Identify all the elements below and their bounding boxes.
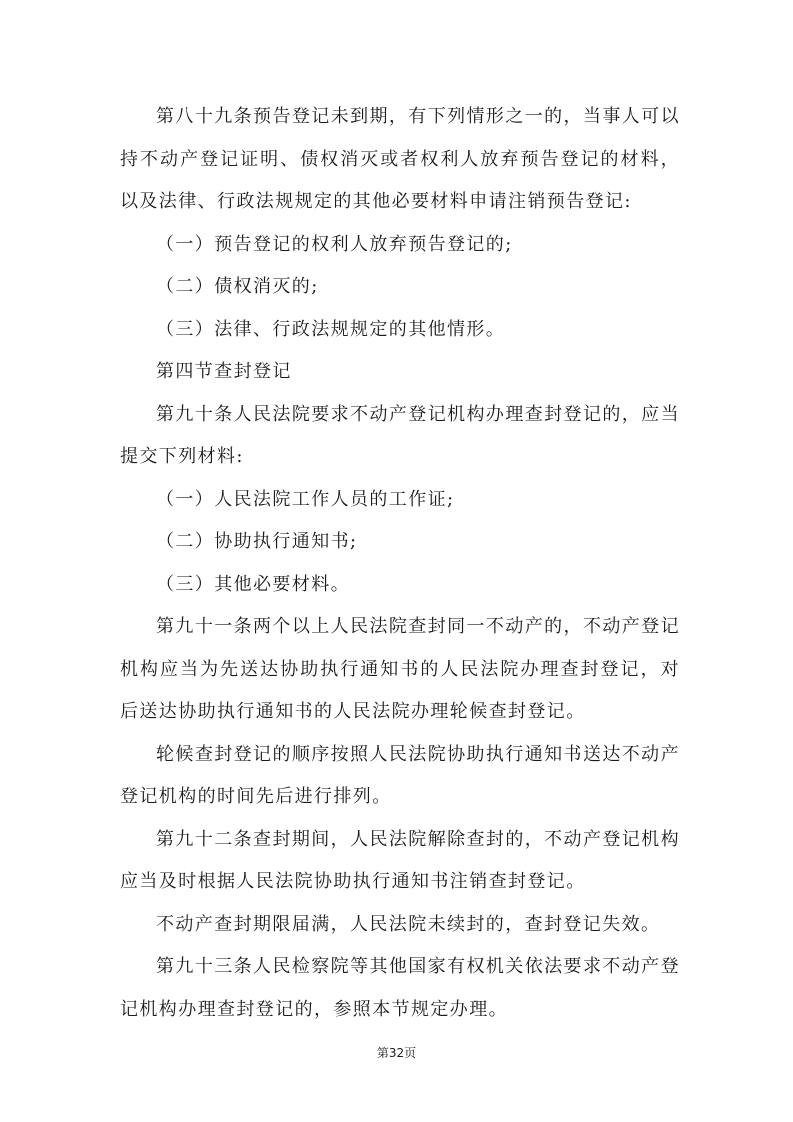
article-89-item-2: （二）债权消灭的; — [156, 276, 319, 297]
article-91-paragraph: 第九十一条两个以上人民法院查封同一不动产的，不动产登记机构应当为先送达协助执行通知书的人民法院办理查封登记，对后送达协助执行通知书的人民法院办理轮候查封登记。 — [120, 616, 680, 722]
article-90-item-1: （一）人民法院工作人员的工作证; — [156, 488, 455, 510]
article-89-paragraph: 第八十九条预告登记未到期，有下列情形之一的，当事人可以持不动产登记证明、债权消灭或者权利人放弃预告登记的材料，以及法律、行政法规规定的其他必要材料申请注销预告登记: — [120, 106, 680, 212]
article-93-paragraph: 第九十三条人民检察院等其他国家有权机关依法要求不动产登记机构办理查封登记的，参照本节规定办理。 — [120, 956, 680, 1020]
article-92-paragraph: 第九十二条查封期间，人民法院解除查封的，不动产登记机构应当及时根据人民法院协助执行通知书注销查封登记。 — [120, 828, 680, 892]
article-92-paragraph-2: 不动产查封期限届满，人民法院未续封的，查封登记失效。 — [156, 913, 661, 935]
article-89-item-3: （三）法律、行政法规规定的其他情形。 — [156, 318, 506, 340]
article-91-paragraph-2: 轮候查封登记的顺序按照人民法院协助执行通知书送达不动产登记机构的时间先后进行排列。 — [120, 743, 680, 807]
article-90-paragraph: 第九十条人民法院要求不动产登记机构办理查封登记的，应当提交下列材料: — [120, 403, 680, 467]
article-90-item-2: （二）协助执行通知书; — [156, 531, 358, 552]
document-body — [120, 96, 680, 1031]
article-89-item-1: （一）预告登记的权利人放弃预告登记的; — [156, 233, 513, 255]
article-90-item-3: （三）其他必要材料。 — [156, 573, 350, 595]
section-heading: 第四节查封登记 — [156, 361, 292, 382]
page-number: 第32页 — [376, 1046, 417, 1060]
